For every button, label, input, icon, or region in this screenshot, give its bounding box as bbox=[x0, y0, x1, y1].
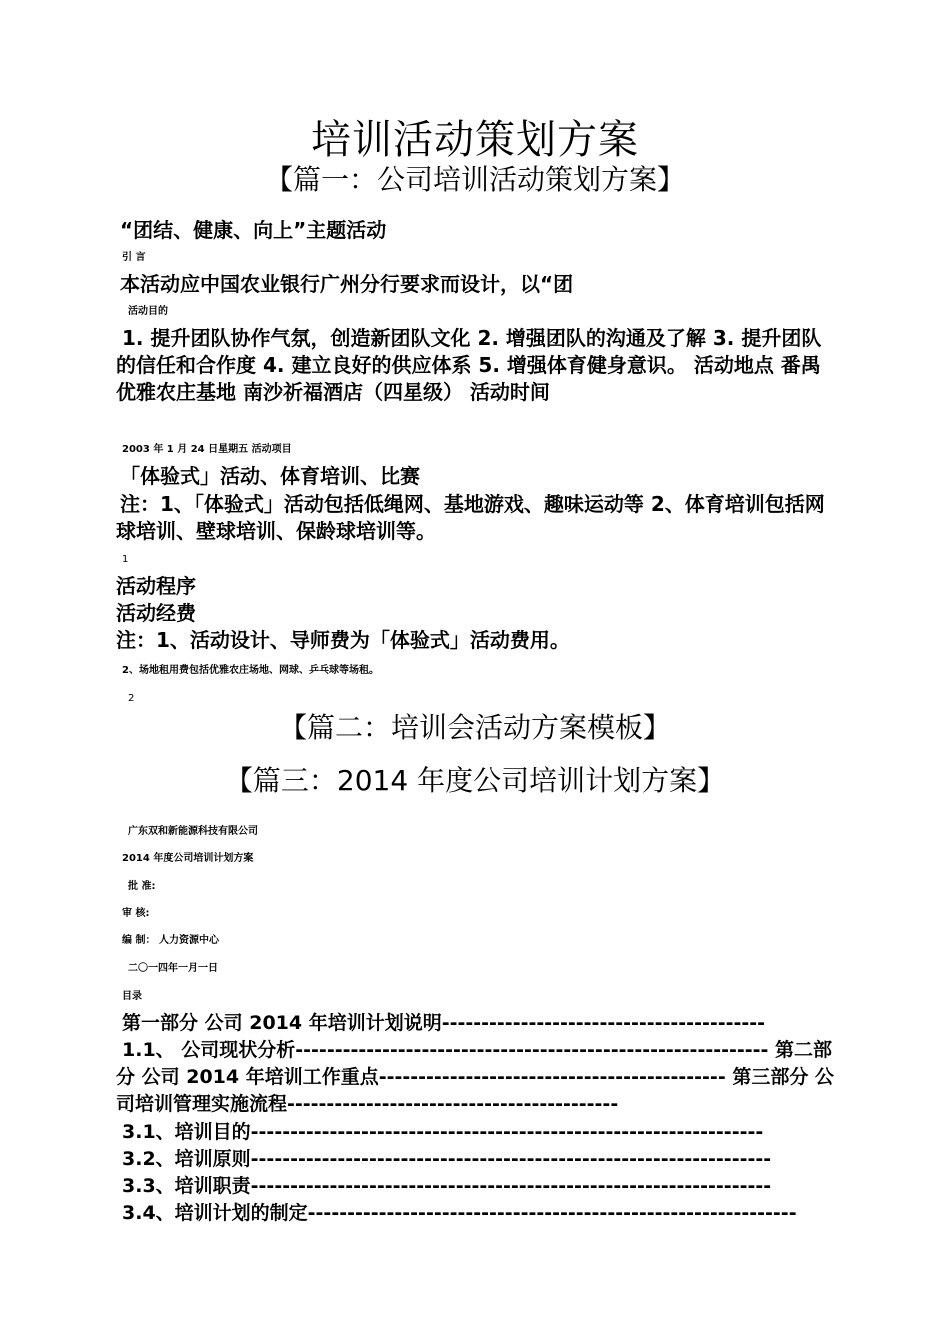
part1-intro-label: 引 言 bbox=[122, 252, 146, 263]
part1-date-line: 2003 年 1 月 24 日星期五 活动项目 bbox=[122, 444, 292, 455]
part1-note1: 注：1、「体验式」活动包括低绳网、基地游戏、趣味运动等 2、体育培训包括网球培训、壁球培训、保龄球培训等。 bbox=[116, 492, 825, 543]
page-number-2: 2 bbox=[128, 693, 135, 704]
part1-items-line: 「体验式」活动、体育培训、比赛 bbox=[120, 464, 420, 488]
part1-intro-text: 本活动应中国农业银行广州分行要求而设计，以“团 bbox=[120, 272, 574, 296]
part1-budget-label: 活动经费 bbox=[116, 601, 196, 625]
part1-schedule-label: 活动程序 bbox=[116, 574, 196, 598]
part3-review: 审 核: bbox=[122, 908, 150, 919]
toc-entry-3-4: 3.4、培训计划的制定-------------------------------------------------------------- bbox=[122, 1202, 797, 1224]
toc-entry-3-2: 3.2、培训原则------------------------------------------------------------------ bbox=[122, 1148, 772, 1170]
part3-compile: 编 制： 人力资源中心 bbox=[122, 935, 219, 946]
toc-entry-3-1: 3.1、培训目的----------------------------------------------------------------- bbox=[122, 1121, 764, 1143]
part1-note2-a: 注：1、活动设计、导师费为「体验式」活动费用。 bbox=[116, 628, 570, 652]
part3-approve: 批 准: bbox=[128, 881, 156, 892]
part1-note2-b: 2、场地租用费包括优雅农庄场地、网球、乒乓球等场租。 bbox=[122, 665, 379, 676]
part1-theme: “团结、健康、向上”主题活动 bbox=[120, 218, 387, 242]
toc-label: 目录 bbox=[122, 991, 142, 1002]
part3-plan-title: 2014 年度公司培训计划方案 bbox=[122, 853, 254, 864]
page-number-1: 1 bbox=[122, 554, 129, 565]
part1-purpose-label: 活动目的 bbox=[128, 306, 168, 317]
toc-entry-3-3: 3.3、培训职责------------------------------------------------------------------ bbox=[122, 1175, 772, 1197]
part2-heading: 【篇二：培训会活动方案模板】 bbox=[278, 711, 671, 744]
part3-date: 二〇一四年一月一日 bbox=[128, 963, 218, 974]
toc-entry-block: 1.1、 公司现状分析------------------------------------------------------------ 第二部分 公司 2014 年培训工作重点-------------------------------------------- 第三部分 公司培训管理实施流程------------------------------------------ bbox=[116, 1039, 834, 1115]
part3-heading: 【篇三：2014 年度公司培训计划方案】 bbox=[224, 764, 726, 797]
part1-heading: 【篇一：公司培训活动策划方案】 bbox=[264, 163, 685, 196]
part3-company: 广东双和新能源科技有限公司 bbox=[128, 826, 258, 837]
part1-purpose-text: 1. 提升团队协作气氛，创造新团队文化 2. 增强团队的沟通及了解 3. 提升团队的信任和合作度 4. 建立良好的供应体系 5. 增强体育健身意识。 活动地点 番禺优雅农庄基地 南沙祈福酒店（四星级） 活动时间 bbox=[116, 326, 822, 404]
toc-entry-part1: 第一部分 公司 2014 年培训计划说明----------------------------------------- bbox=[122, 1012, 766, 1034]
document-title: 培训活动策划方案 bbox=[311, 117, 639, 163]
